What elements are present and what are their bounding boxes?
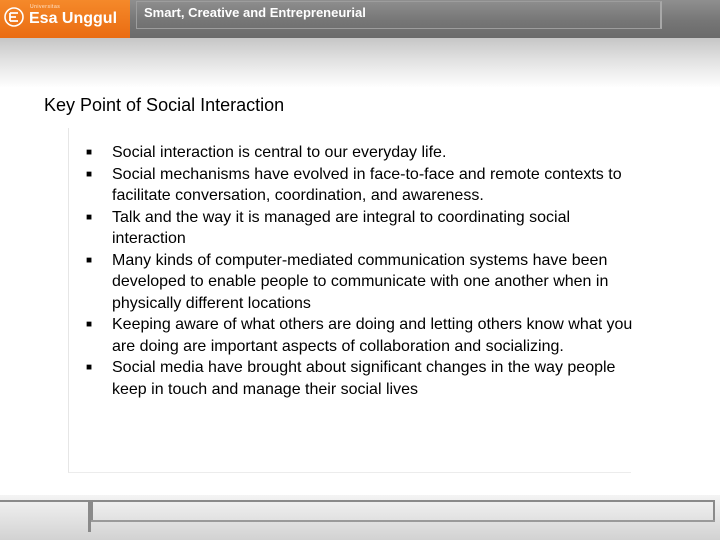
square-bullet-icon: ■ (86, 168, 93, 180)
square-bullet-icon: ■ (86, 362, 93, 373)
tagline: Smart, Creative and Entrepreneurial (144, 5, 366, 20)
square-bullet-icon: ■ (86, 254, 93, 266)
square-bullet-icon: ■ (86, 211, 93, 223)
bullet-text: Social media have brought about significant changes in the way people keep in touch and manage their social lives (112, 359, 616, 398)
footer-left-frame (0, 500, 91, 532)
logo-subtitle: Universitas (30, 4, 61, 10)
footer-divider (91, 520, 715, 522)
bullet-item (86, 164, 646, 207)
bullet-item (86, 207, 646, 250)
logo-emblem-icon (4, 7, 24, 27)
logo-text: Esa Unggul (29, 10, 118, 27)
footer-frame (91, 500, 715, 522)
university-logo (0, 0, 130, 38)
bullet-text: Talk and the way it is managed are integral to coordinating social interaction (112, 208, 571, 247)
bullet-text: Keeping aware of what others are doing and letting others know what you are doing are important aspects of collaboration and socializing. (112, 316, 633, 355)
square-bullet-icon: ■ (86, 147, 93, 158)
bullet-text: Many kinds of computer-mediated communication systems have been developed to enable people to communicate with one another when in physically different locations (112, 251, 609, 312)
bullet-list (86, 142, 646, 400)
bullet-item (86, 142, 646, 164)
bullet-text: Social mechanisms have evolved in face-to-face and remote contexts to facilitate conversation, coordination, and awareness. (112, 165, 622, 204)
bullet-item (86, 357, 646, 400)
header-bar (0, 0, 720, 38)
bullet-item (86, 250, 646, 315)
slide-title: Key Point of Social Interaction (44, 95, 285, 115)
bullet-item (86, 314, 646, 357)
bullet-text: Social interaction is central to our everyday life. (112, 144, 447, 161)
header-shadow (0, 38, 720, 88)
square-bullet-icon: ■ (86, 319, 93, 330)
